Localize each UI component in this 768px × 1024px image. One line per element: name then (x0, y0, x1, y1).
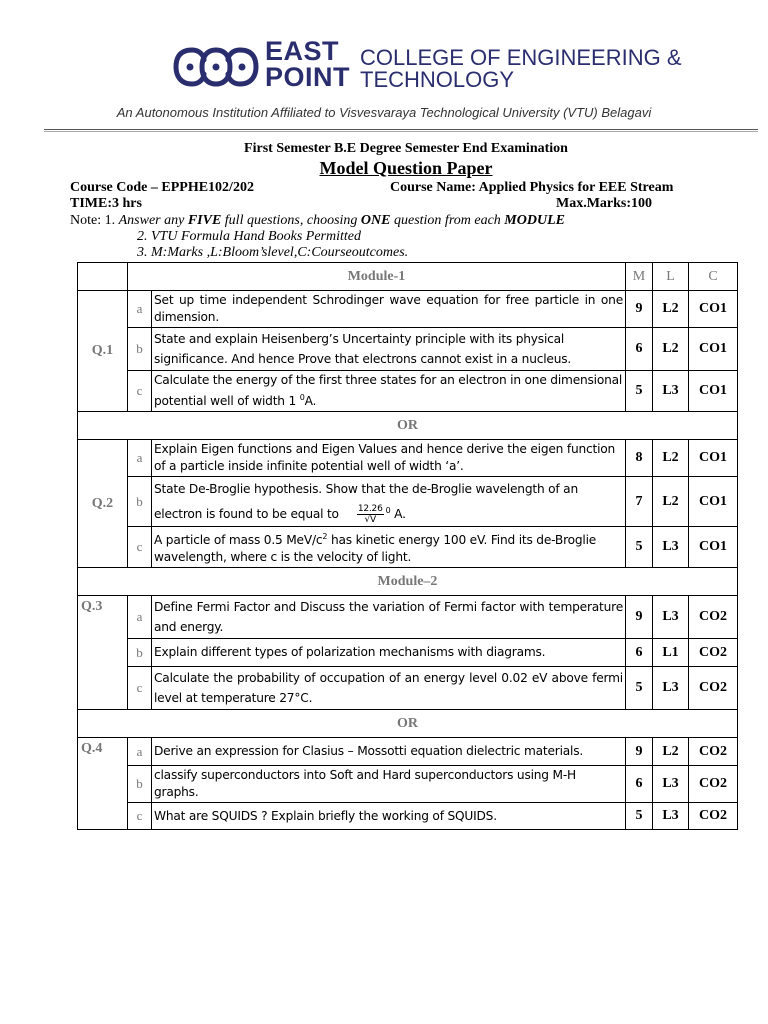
question-text-part: A. (390, 507, 406, 522)
level-cell: L3 (653, 667, 689, 710)
outcome-cell: CO1 (689, 440, 738, 477)
question-text: Derive an expression for Clasius – Mossotti equation dielectric materials. (152, 738, 626, 766)
question-text-part: A particle of mass 0.5 MeV/c (154, 533, 323, 548)
level-cell: L2 (653, 477, 689, 527)
logo-east-text: EAST (265, 36, 340, 66)
superscript: 2 (322, 532, 328, 542)
logo-point-text: POINT (265, 62, 351, 92)
sub-question-label: a (128, 738, 152, 766)
question-text: classify superconductors into Soft and Hard superconductors using M-H graphs. (152, 766, 626, 803)
marks-cell: 8 (626, 440, 653, 477)
column-c-heading: C (689, 263, 738, 291)
outcome-cell: CO1 (689, 527, 738, 568)
question-text: Explain Eigen functions and Eigen Values and hence derive the eigen function of a particle inside infinite potential well of width ‘a’. (152, 440, 626, 477)
marks-cell: 7 (626, 477, 653, 527)
table-row (78, 766, 738, 803)
module-1-heading: Module-1 (128, 263, 626, 291)
marks-cell: 6 (626, 766, 653, 803)
sub-question-label: a (128, 440, 152, 477)
level-cell: L3 (653, 803, 689, 830)
sub-question-label: c (128, 527, 152, 568)
exam-time: TIME:3 hrs (70, 196, 142, 211)
table-row (78, 667, 738, 710)
table-row (78, 639, 738, 667)
or-divider: OR (78, 710, 738, 738)
note-line-1 (70, 213, 565, 229)
level-cell: L3 (653, 596, 689, 639)
level-cell: L2 (653, 328, 689, 371)
question-text-part: has kinetic energy 100 eV. Find its de-Broglie wavelength, where c is the velocity of light. (154, 533, 597, 565)
sub-question-label: c (128, 667, 152, 710)
outcome-cell: CO1 (689, 291, 738, 328)
question-text-part: Calculate the energy of the first three states for an electron in one dimensional potential well of width 1 (154, 373, 623, 409)
superscript: 0 (299, 393, 305, 402)
question-text: What are SQUIDS ? Explain briefly the working of SQUIDS. (152, 803, 626, 830)
note-line-3: 3. M:Marks ,L:Bloom’slevel,C:Courseoutcomes. (137, 245, 409, 260)
marks-cell: 5 (626, 667, 653, 710)
institution-tagline: An Autonomous Institution Affiliated to Visvesvaraya Technological University (VTU) Belagavi (116, 105, 652, 120)
outcome-cell: CO2 (689, 639, 738, 667)
level-cell: L1 (653, 639, 689, 667)
note-module: MODULE (504, 213, 565, 228)
outcome-cell: CO1 (689, 477, 738, 527)
question-table (77, 262, 738, 830)
marks-cell: 5 (626, 371, 653, 412)
sub-question-label: b (128, 328, 152, 371)
level-cell: L2 (653, 440, 689, 477)
question-text-part: State De-Broglie hypothesis. Show that the de-Broglie wavelength of an electron is found to be equal to (154, 482, 578, 522)
level-cell: L3 (653, 371, 689, 412)
outcome-cell: CO1 (689, 328, 738, 371)
marks-cell: 9 (626, 596, 653, 639)
paper-title (0, 158, 768, 179)
table-row (78, 371, 738, 412)
logo-college-text: COLLEGE OF ENGINEERING & (360, 45, 682, 70)
header-divider (44, 129, 758, 130)
table-row (78, 328, 738, 371)
column-m-heading: M (626, 263, 653, 291)
note-one: ONE (360, 213, 391, 228)
module-row (78, 568, 738, 596)
table-row (78, 596, 738, 639)
column-l-heading: L (653, 263, 689, 291)
outcome-cell: CO2 (689, 766, 738, 803)
question-text: Set up time independent Schrodinger wave equation for free particle in one dimension. (152, 291, 626, 328)
table-row (78, 803, 738, 830)
module-2-heading: Module–2 (78, 568, 738, 596)
table-row (78, 440, 738, 477)
sub-question-label: b (128, 639, 152, 667)
sub-question-label: b (128, 766, 152, 803)
note-five: FIVE (187, 213, 222, 228)
marks-cell: 5 (626, 803, 653, 830)
question-text-part: A. (304, 394, 317, 409)
level-cell: L3 (653, 766, 689, 803)
or-row (78, 412, 738, 440)
note-prefix: Note: 1. (70, 213, 119, 228)
sub-question-label: c (128, 803, 152, 830)
page-header (0, 0, 768, 130)
course-name: Course Name: Applied Physics for EEE Stream (390, 180, 674, 195)
fraction-denominator: √V (364, 515, 376, 526)
marks-cell: 9 (626, 291, 653, 328)
note-text-c: full questions, choosing (221, 213, 361, 228)
sub-question-label: b (128, 477, 152, 527)
max-marks: Max.Marks:100 (556, 196, 653, 211)
question-text: State and explain Heisenberg’s Uncertainty principle with its physical significance. And hence Prove that electrons cannot exist in a nucleus. (152, 328, 626, 371)
outcome-cell: CO2 (689, 596, 738, 639)
or-divider: OR (78, 412, 738, 440)
marks-cell: 9 (626, 738, 653, 766)
outcome-cell: CO2 (689, 803, 738, 830)
level-cell: L2 (653, 291, 689, 328)
marks-cell: 6 (626, 639, 653, 667)
sub-question-label: a (128, 596, 152, 639)
marks-cell: 6 (626, 328, 653, 371)
table-row (78, 527, 738, 568)
paper-title-text: Model Question Paper (319, 158, 493, 178)
table-header-row (78, 263, 738, 291)
logo-technology-text: TECHNOLOGY (360, 67, 515, 92)
question-text: Explain different types of polarization mechanisms with diagrams. (152, 639, 626, 667)
question-text (152, 527, 626, 568)
course-code: Course Code – EPPHE102/202 (70, 180, 254, 195)
question-number: Q.3 (78, 596, 128, 710)
outcome-cell: CO1 (689, 371, 738, 412)
sub-question-label: c (128, 371, 152, 412)
outcome-cell: CO2 (689, 738, 738, 766)
level-cell: L2 (653, 738, 689, 766)
table-row (78, 291, 738, 328)
table-row (78, 477, 738, 527)
question-text: Define Fermi Factor and Discuss the variation of Fermi factor with temperature and energy. (152, 596, 626, 639)
question-text (152, 477, 626, 527)
or-row (78, 710, 738, 738)
question-number: Q.2 (78, 440, 128, 568)
college-logo-icon (172, 42, 260, 92)
exam-title: First Semester B.E Degree Semester End Examination (244, 141, 568, 156)
fraction (357, 504, 384, 525)
table-row (78, 738, 738, 766)
header-empty-cell (78, 263, 128, 291)
marks-cell: 5 (626, 527, 653, 568)
level-cell: L3 (653, 527, 689, 568)
question-number: Q.4 (78, 738, 128, 830)
sub-question-label: a (128, 291, 152, 328)
superscript: 0 (385, 506, 391, 516)
question-number: Q.1 (78, 291, 128, 412)
question-text (152, 371, 626, 412)
outcome-cell: CO2 (689, 667, 738, 710)
fraction-numerator: 12.26 (357, 504, 383, 515)
note-line-2: 2. VTU Formula Hand Books Permitted (137, 229, 361, 244)
note-text-a: Answer any (118, 213, 188, 228)
question-text: Calculate the probability of occupation of an energy level 0.02 eV above fermi level at temperature 27°C. (152, 667, 626, 710)
header-divider-secondary (44, 131, 758, 132)
note-text-e: question from each (390, 213, 505, 228)
